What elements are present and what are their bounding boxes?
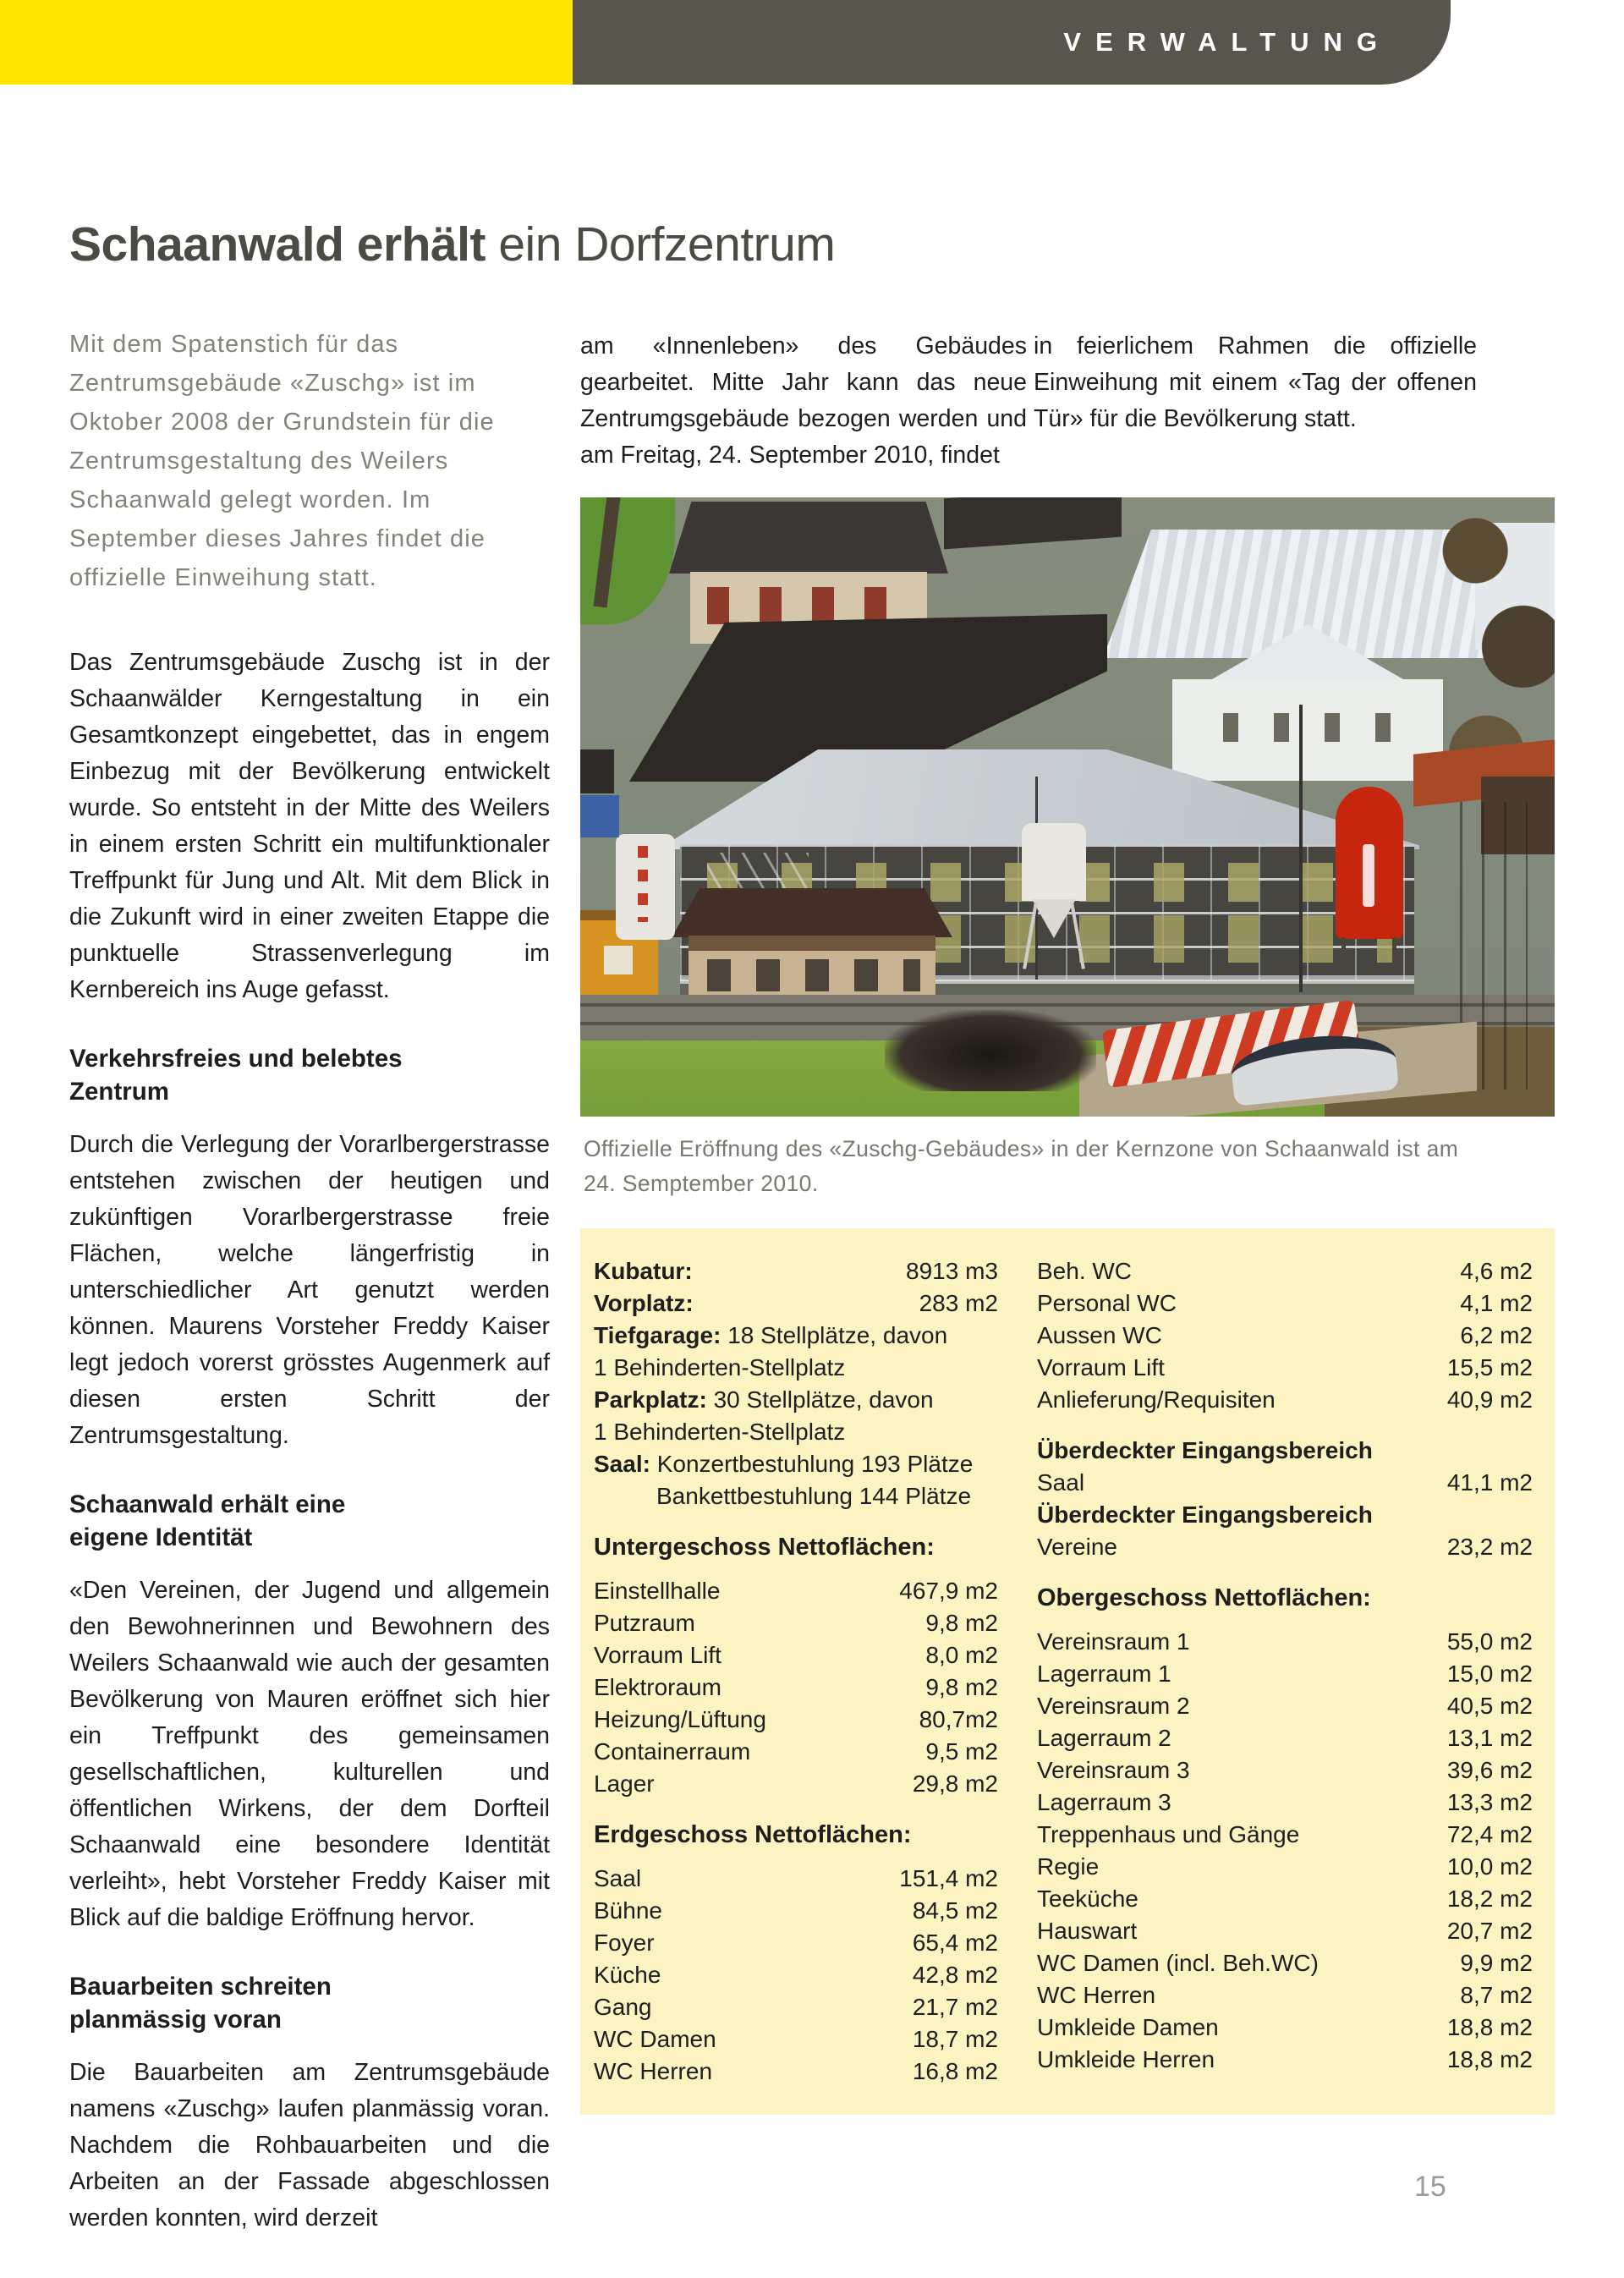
infobox-row: Lager 29,8 m2 — [594, 1770, 998, 1797]
infobox-row: Teeküche 18,2 m2 — [1037, 1886, 1533, 1912]
photo-white-silo — [1022, 823, 1086, 901]
section-heading-2-line2: eigene Identität — [69, 1523, 253, 1551]
infobox-row: Saal 41,1 m2 — [1037, 1469, 1533, 1496]
photo-house-windows — [707, 587, 910, 624]
section-heading-1 — [69, 1042, 550, 1108]
photo-light-pole — [1299, 705, 1303, 992]
infobox-row: Beh. WC 4,6 m2 — [1037, 1258, 1533, 1284]
photo-house-roof — [669, 502, 948, 574]
photo-station-windows — [707, 959, 920, 991]
infobox-row: Anlieferung/Requisiten 40,9 m2 — [1037, 1386, 1533, 1413]
infobox-row: WC Damen 18,7 m2 — [594, 2026, 998, 2052]
infobox-row: Containerraum 9,5 m2 — [594, 1738, 998, 1765]
photo-dark-roof — [944, 497, 1122, 549]
infobox-row: Treppenhaus und Gänge 72,4 m2 — [1037, 1821, 1533, 1847]
article-column-left — [69, 325, 550, 2237]
section-label: VERWALTUNG — [1063, 27, 1391, 57]
infobox-row: Putzraum 9,8 m2 — [594, 1610, 998, 1636]
infobox-row: Vereinsraum 2 40,5 m2 — [1037, 1693, 1533, 1719]
header-section-bar — [573, 0, 1451, 85]
infobox-row: Gang 21,7 m2 — [594, 1994, 998, 2020]
infobox-row: Überdeckter Eingangsbereich — [1037, 1437, 1373, 1463]
infobox-row: Kubatur: 8913 m3 — [594, 1258, 998, 1284]
section-heading-2 — [69, 1488, 550, 1554]
infobox-row: Vorraum Lift 15,5 m2 — [1037, 1354, 1533, 1381]
lead-paragraph: Mit dem Spatenstich für das Zentrumsgebäude «Zuschg» ist im Oktober 2008 der Grundstein für die Zentrumsgestaltung des Weilers Schaanwald gelegt worden. Im September dieses Jahres findet die offizielle Einweihung statt. — [69, 331, 495, 591]
infobox-spacer — [594, 1851, 998, 1863]
photo-caption — [584, 1132, 1531, 1201]
infobox-row: Lagerraum 3 13,3 m2 — [1037, 1789, 1533, 1815]
infobox-spacer — [594, 1512, 998, 1531]
infobox-row: Saal 151,4 m2 — [594, 1865, 998, 1891]
article-column-right — [1034, 328, 1477, 437]
infobox-section-heading: Obergeschoss Nettoflächen: — [1037, 1584, 1371, 1611]
photo-caption-line2: 24. Semptember 2010. — [584, 1171, 819, 1196]
infobox-spacer — [594, 1563, 998, 1575]
section-heading-3-line2: planmässig voran — [69, 2006, 282, 2034]
infobox-row: Vorplatz: 283 m2 — [594, 1290, 998, 1316]
infobox-row: Lagerraum 1 15,0 m2 — [1037, 1660, 1533, 1687]
infobox-row: Bühne 84,5 m2 — [594, 1897, 998, 1924]
photo-station-roof — [672, 888, 952, 937]
infobox-row: Parkplatz: 30 Stellplätze, davon — [594, 1386, 934, 1413]
infobox-row: Küche 42,8 m2 — [594, 1962, 998, 1988]
infobox-column-right — [1037, 1255, 1533, 2115]
infobox-spacer — [1037, 1614, 1533, 1626]
photo-dark-truck — [580, 749, 614, 793]
construction-site-photo — [580, 497, 1555, 1117]
infobox-row: Umkleide Damen 18,8 m2 — [1037, 2014, 1533, 2040]
infobox-row: WC Herren 8,7 m2 — [1037, 1982, 1533, 2008]
section-heading-1-line2: Zentrum — [69, 1078, 169, 1106]
article-paragraph: in feierlichem Rahmen die offizielle Einweihung mit einem «Tag der offenen Tür» für die Bevölkerung statt. — [1034, 332, 1477, 432]
page-number: 15 — [1414, 2171, 1446, 2203]
infobox-row: Tiefgarage: 18 Stellplätze, davon — [594, 1322, 948, 1348]
infobox-row: Elektroraum 9,8 m2 — [594, 1674, 998, 1700]
page-title — [69, 217, 835, 272]
infobox-spacer — [594, 1800, 998, 1819]
infobox-spacer — [1037, 1416, 1533, 1435]
photo-red-silo-leg — [1341, 937, 1346, 973]
section-heading-2-line1: Schaanwald erhält eine — [69, 1490, 346, 1518]
infobox-section-heading: Erdgeschoss Nettoflächen: — [594, 1821, 912, 1848]
infobox-row: Vereine 23,2 m2 — [1037, 1534, 1533, 1560]
infobox-row: Vorraum Lift 8,0 m2 — [594, 1642, 998, 1668]
infobox-row: 1 Behinderten-Stellplatz — [594, 1354, 846, 1381]
article-column-middle — [580, 328, 1027, 474]
article-paragraph: Die Bauarbeiten am Zentrumsgebäude namens «Zuschg» laufen planmässig voran. Nachdem die Rohbauarbeiten und die Arbeiten an der Fassade abgeschlossen werden konnten, wird derzeit — [69, 2059, 550, 2231]
infobox-row: Heizung/Lüftung 80,7m2 — [594, 1706, 998, 1732]
article-paragraph: «Den Vereinen, der Jugend und allgemein den Bewohnerinnen und Bewohnern des Weilers Schaanwald wie auch der gesamten Bevölkerung von Mauren eröffnet sich hier ein Treffpunkt des gemeinsamen gesellschaftlichen, kulturellen und öffentlichen Wirkens, der dem Dorfteil Schaanwald eine besondere Identität verleiht», hebt Vorsteher Freddy Kaiser mit Blick auf die baldige Eröffnung hervor. — [69, 1577, 550, 1931]
infobox-row: Aussen WC 6,2 m2 — [1037, 1322, 1533, 1348]
infobox-spacer — [1037, 1563, 1533, 1582]
infobox-row: Bankettbestuhlung 144 Plätze — [656, 1483, 972, 1509]
article-paragraph: Das Zentrumsgebäude Zuschg ist in der Schaanwälder Kerngestaltung in ein Gesamtkonzept eingebettet, das in engem Einbezug mit der Bevölkerung entwickelt wurde. So entsteht in der Mitte des Weilers in einem ersten Schritt ein multifunktionaler Treffpunkt für Jung und Alt. Mit dem Blick in die Zukunft wird in einer zweiten Etappe die punktuelle Strassenverlegung im Kernbereich ins Auge gefasst. — [69, 649, 550, 1003]
infobox-row: WC Damen (incl. Beh.WC) 9,9 m2 — [1037, 1950, 1533, 1976]
photo-station-timber-band — [689, 936, 935, 951]
photo-gable-windows — [1223, 713, 1392, 742]
infobox-row: Foyer 65,4 m2 — [594, 1929, 998, 1956]
infobox-column-left — [594, 1255, 998, 2115]
photo-left-silo-marking — [638, 846, 648, 922]
infobox-row: Überdeckter Eingangsbereich — [1037, 1501, 1373, 1528]
photo-dirt-mound — [885, 1010, 1096, 1091]
infobox-row: WC Herren 16,8 m2 — [594, 2058, 998, 2084]
photo-caption-line1: Offizielle Eröffnung des «Zuschg-Gebäudes» in der Kernzone von Schaanwald ist am — [584, 1136, 1459, 1161]
photo-red-silo-leg — [1392, 937, 1396, 973]
infobox-row: Hauswart 20,7 m2 — [1037, 1918, 1533, 1944]
article-paragraph: am «Innenleben» des Gebäudes gearbeitet. Mitte Jahr kann das neue Zentrumgsgebäude bezogen werden und am Freitag, 24. September 2010, findet — [580, 332, 1027, 469]
infobox-row: 1 Behinderten-Stellplatz — [594, 1419, 846, 1445]
photo-shed-window — [604, 946, 633, 974]
infobox-row: Saal: Konzertbestuhlung 193 Plätze — [594, 1451, 974, 1477]
infobox-section-heading: Untergeschoss Nettoflächen: — [594, 1534, 935, 1561]
photo-blue-truck — [580, 795, 619, 837]
building-data-infobox — [580, 1228, 1555, 2115]
header-yellow-block — [0, 0, 573, 85]
article-paragraph: Durch die Verlegung der Vorarlbergerstrasse entstehen zwischen der heutigen und zukünftigen Vorarlbergerstrasse freie Flächen, welche längerfristig in unterschiedlicher Art genutzt werden können. Maurens Vorsteher Freddy Kaiser legt jedoch vorerst grösstes Augenmerk auf diesen ersten Schritt der Zentrumsgestaltung. — [69, 1131, 550, 1449]
infobox-row: Einstellhalle 467,9 m2 — [594, 1578, 998, 1604]
infobox-row: Vereinsraum 1 55,0 m2 — [1037, 1628, 1533, 1655]
page-title-light: ein Dorfzentrum — [486, 217, 836, 272]
infobox-row: Lagerraum 2 13,1 m2 — [1037, 1725, 1533, 1751]
photo-red-silo-marking — [1363, 844, 1374, 907]
infobox-row: Vereinsraum 3 39,6 m2 — [1037, 1757, 1533, 1783]
infobox-row: Personal WC 4,1 m2 — [1037, 1290, 1533, 1316]
section-heading-1-line1: Verkehrsfreies und belebtes — [69, 1045, 403, 1073]
section-heading-3 — [69, 1970, 550, 2036]
section-heading-3-line1: Bauarbeiten schreiten — [69, 1973, 332, 2001]
infobox-row: Umkleide Herren 18,8 m2 — [1037, 2046, 1533, 2072]
page-title-bold: Schaanwald erhält — [69, 217, 486, 272]
infobox-row: Regie 10,0 m2 — [1037, 1853, 1533, 1880]
